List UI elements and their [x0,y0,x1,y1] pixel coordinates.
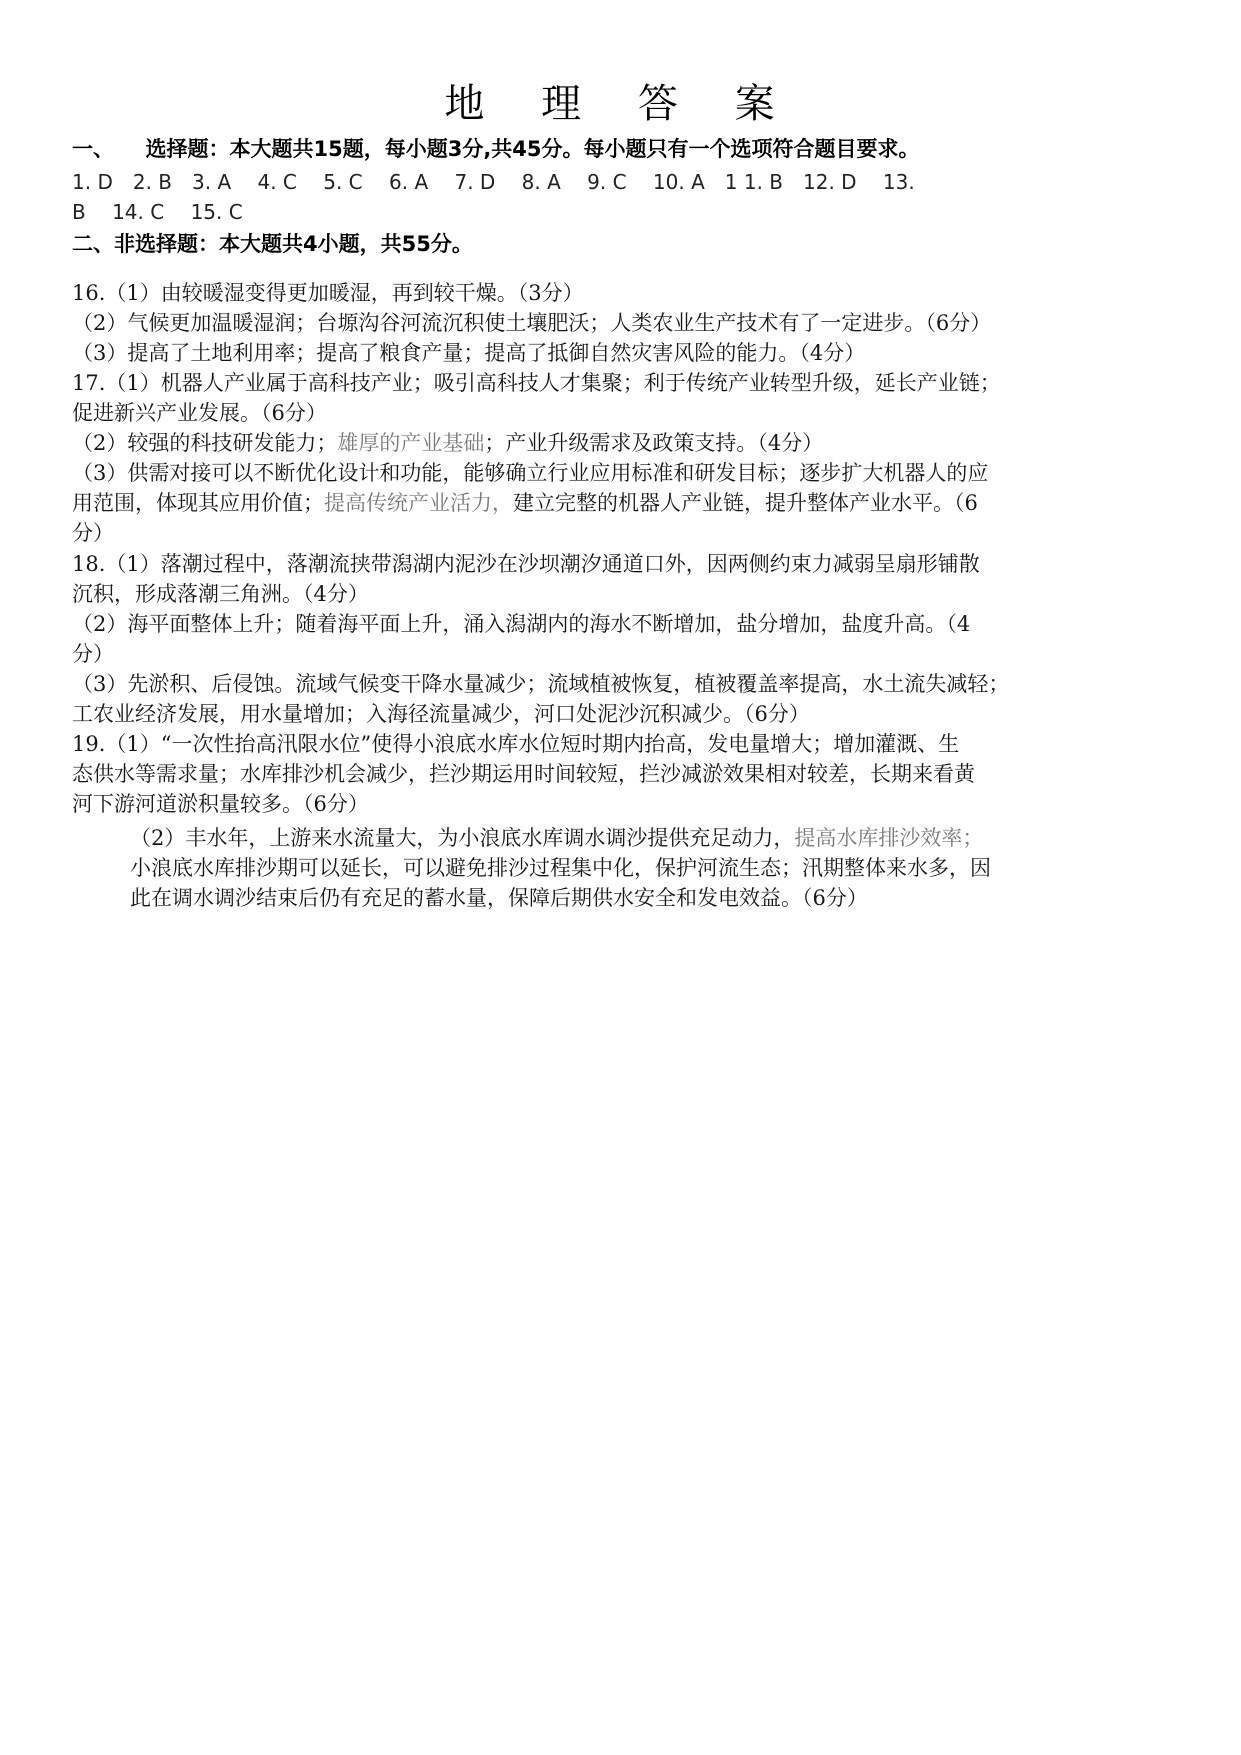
answer-19-2-part-grey: 提高水库排沙效率； [794,826,984,850]
choice-answers-line1: 1. D 2. B 3. A 4. C 5. C 6. A 7. D 8. A 9. C 10. A 1 1. B 12. D 13. [72,170,915,194]
answer-17-1-line1: 17.（1）机器人产业属于高科技产业；吸引高科技人才集聚；利于传统产业转型升级，延长产业链； [72,371,1001,395]
section2-heading: 二、非选择题：本大题共4小题，共55分。 [72,232,473,256]
answer-17-3-part-grey: 提高传统产业活力， [324,491,513,515]
answer-19-1-line2: 态供水等需求量；水库排沙机会减少，拦沙期运用时间较短，拦沙减淤效果相对较差，长期来看黄 [72,762,975,786]
answer-19-1-line1: 19.（1）“一次性抬高汛限水位”使得小浪底水库水位短时期内抬高，发电量增大；增加灌溉、生 [72,732,960,756]
answer-17-1-line2: 促进新兴产业发展。（6分） [72,401,327,425]
answer-17-2 [72,431,823,456]
answer-17-3-line3: 分） [72,521,114,545]
answer-18-2-line2: 分） [72,642,114,666]
section1-heading: 一、 选择题：本大题共15题，每小题3分,共45分。每小题只有一个选项符合题目要求。 [72,137,920,161]
answer-19-2-line3: 此在调水调沙结束后仍有充足的蓄水量，保障后期供水安全和发电效益。（6分） [130,886,868,910]
answer-18-1-line1: 18.（1）落潮过程中，落潮流挟带潟湖内泥沙在沙坝潮汐通道口外，因两侧约束力减弱呈扇形铺散 [72,552,980,576]
answer-17-2-part-a: （2）较强的科技研发能力； [72,431,338,455]
answer-17-2-part-grey: 雄厚的产业基础 [337,431,485,455]
answer-19-2-line2: 小浪底水库排沙期可以延长，可以避免排沙过程集中化，保护河流生态；汛期整体来水多，因 [130,856,991,880]
answer-18-1-line2: 沉积，形成落潮三角洲。（4分） [72,582,369,606]
answer-16-3: （3）提高了土地利用率；提高了粮食产量；提高了抵御自然灾害风险的能力。（4分） [72,341,866,365]
answer-16-1: 16.（1）由较暖湿变得更加暖湿，再到较干燥。（3分） [72,281,584,305]
choice-answers-line2: B 14. C 15. C [72,200,243,224]
answer-19-2-part-a: （2）丰水年，上游来水流量大，为小浪底水库调水调沙提供充足动力， [130,826,795,850]
answer-19-2-line1 [130,826,983,851]
answer-19-1-line3: 河下游河道淤积量较多。（6分） [72,792,369,816]
answer-18-3-line2: 工农业经济发展，用水量增加；入海径流量减少，河口处泥沙沉积减少。（6分） [72,702,810,726]
page-title: 地 理 答 案 [444,81,797,127]
answer-17-3-line1: （3）供需对接可以不断优化设计和功能，能够确立行业应用标准和研发目标；逐步扩大机器人的应 [72,461,989,485]
answer-16-2: （2）气候更加温暖湿润；台塬沟谷河流沉积使土壤肥沃；人类农业生产技术有了一定进步。（6分） [72,311,992,335]
answer-17-3-part-a: 用范围，体现其应用价值； [72,491,324,515]
answer-17-3-line2 [72,491,978,516]
answer-17-2-part-c: ；产业升级需求及政策支持。（4分） [484,431,824,455]
answer-17-3-part-c: 建立完整的机器人产业链，提升整体产业水平。（6 [513,491,978,515]
answer-18-3-line1: （3）先淤积、后侵蚀。流域气候变干降水量减少；流域植被恢复，植被覆盖率提高，水土流失减轻； [72,672,1010,696]
answer-18-2-line1: （2）海平面整体上升；随着海平面上升，涌入潟湖内的海水不断增加，盐分增加，盐度升高。（4 [72,612,971,636]
